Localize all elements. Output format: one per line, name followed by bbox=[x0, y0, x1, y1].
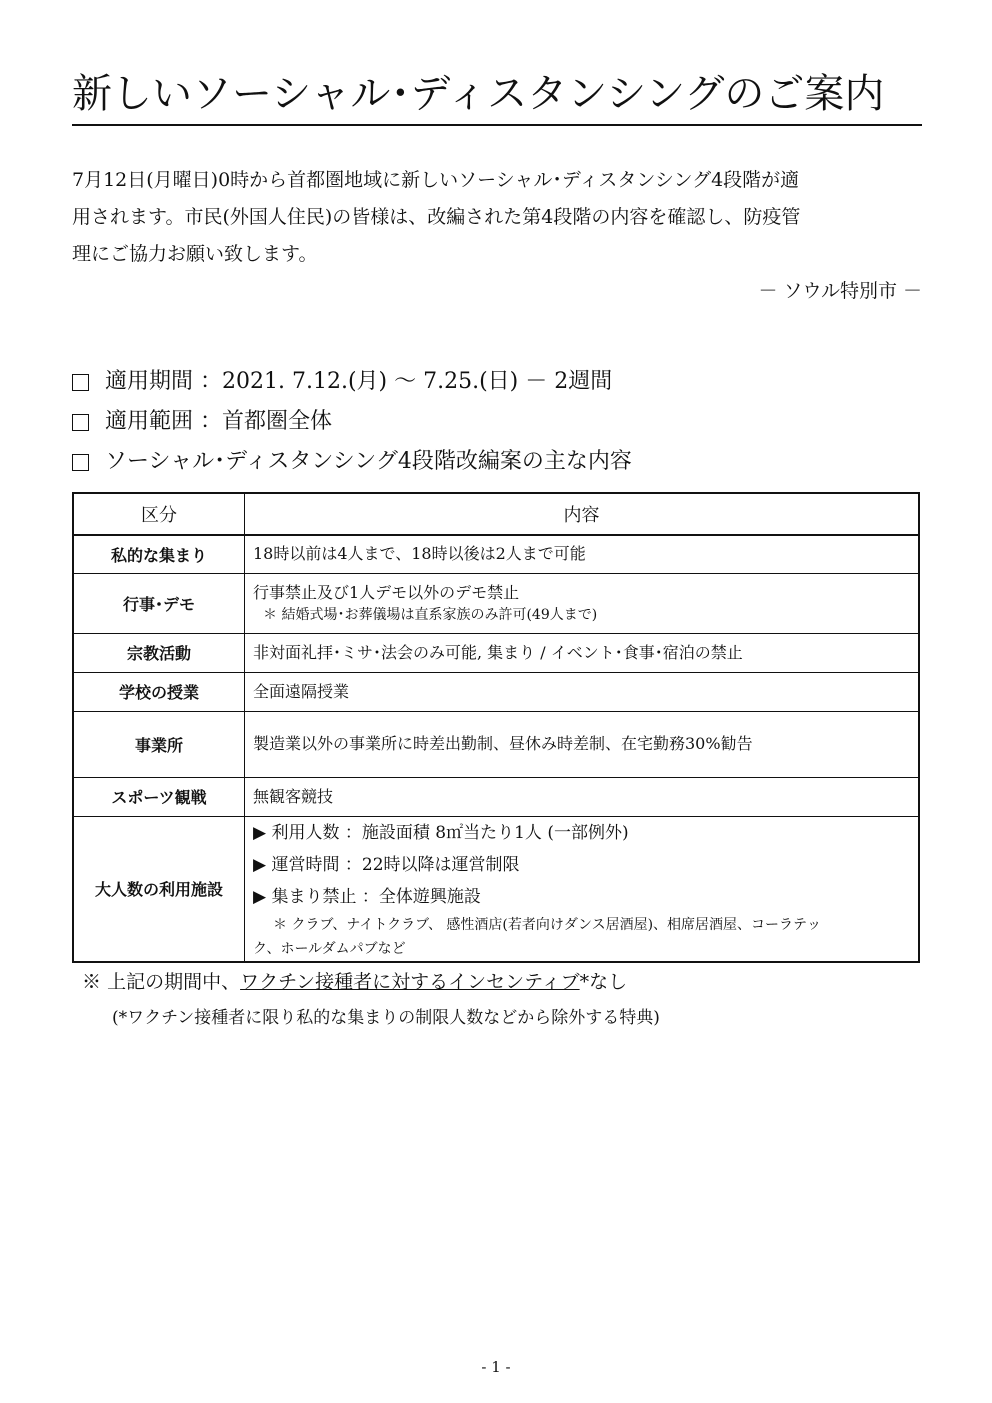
table-header-row bbox=[73, 493, 919, 535]
footer-underlined: ワクチン接種者に対するインセンティブ bbox=[240, 971, 580, 993]
item-scope bbox=[72, 406, 332, 438]
item-contents-text: ソーシャル･ディスタンシング4段階改編案の主な内容 bbox=[105, 449, 632, 474]
facility-note-line-1: ＊ クラブ、ナイトクラブ、 感性酒店(若者向けダンス居酒屋)、相席居酒屋、コーラテッ bbox=[273, 916, 822, 933]
row-note: ＊ 結婚式場･お葬儀場は直系家族のみ許可(49人まで) bbox=[263, 607, 598, 623]
intro-paragraph bbox=[72, 162, 922, 273]
bullet-hours: ▶ 運営時間 ：22時以降は運営制限 bbox=[253, 854, 520, 875]
row-category: 事業所 bbox=[73, 711, 245, 777]
signature: － ソウル特別市 － bbox=[758, 280, 922, 302]
facility-note-line-2: ク、ホールダムパブなど bbox=[253, 940, 406, 957]
reference-mark: ※ bbox=[82, 971, 102, 993]
table-row bbox=[73, 573, 919, 633]
table-row bbox=[73, 777, 919, 816]
table-row bbox=[73, 711, 919, 777]
header-content: 内容 bbox=[245, 493, 920, 535]
row-content: 製造業以外の事業所に時差出勤制、昼休み時差制、在宅勤務30%勧告 bbox=[245, 711, 920, 777]
footer-prefix: 上記の期間中、 bbox=[107, 971, 241, 993]
row-category: スポーツ観戦 bbox=[73, 777, 245, 816]
bullet-capacity: ▶ 利用人数 ：施設面積 8㎡当たり1人 (一部例外) bbox=[253, 822, 629, 843]
checkbox-square-icon bbox=[72, 454, 89, 471]
row-content: 非対面礼拝･ミサ･法会のみ可能, 集まり / イベント･食事･宿泊の禁止 bbox=[245, 633, 920, 672]
intro-line-1: 7月12日(月曜日)0時から首都圏地域に新しいソーシャル･ディスタンシング4段階が適 bbox=[72, 169, 800, 191]
bullet-gathering: ▶ 集まり禁止 ：全体遊興施設 bbox=[253, 886, 481, 907]
row-content-cell bbox=[245, 816, 920, 962]
row-category: 学校の授業 bbox=[73, 672, 245, 711]
page-title: 新しいソーシャル･ディスタンシングのご案内 bbox=[72, 66, 922, 126]
item-period-text: 適用期間 ：2021. 7.12.(月) ～ 7.25.(日) － 2週間 bbox=[105, 369, 613, 394]
intro-line-3: 理にご協力お願い致します。 bbox=[72, 243, 318, 265]
table-row bbox=[73, 672, 919, 711]
page-number: - 1 - bbox=[481, 1358, 511, 1376]
row-content: 18時以前は4人まで、18時以後は2人まで可能 bbox=[245, 535, 920, 573]
footer-note: (*ワクチン接種者に限り私的な集まりの制限人数などから除外する特典) bbox=[112, 1008, 660, 1028]
item-period bbox=[72, 366, 612, 398]
item-contents bbox=[72, 446, 632, 478]
row-category: 行事･デモ bbox=[73, 573, 245, 633]
row-content: 行事禁止及び1人デモ以外のデモ禁止 bbox=[253, 583, 520, 602]
table-row bbox=[73, 535, 919, 573]
row-category: 宗教活動 bbox=[73, 633, 245, 672]
row-content-cell bbox=[245, 573, 920, 633]
checkbox-square-icon bbox=[72, 374, 89, 391]
footer-suffix: *なし bbox=[579, 971, 628, 993]
row-content: 全面遠隔授業 bbox=[245, 672, 920, 711]
item-scope-text: 適用範囲 ：首都圏全体 bbox=[105, 409, 332, 434]
row-category: 大人数の利用施設 bbox=[73, 816, 245, 962]
intro-line-2: 用されます。市民(外国人住民)の皆様は、改編された第4段階の内容を確認し、防疫管 bbox=[72, 206, 801, 228]
row-category: 私的な集まり bbox=[73, 535, 245, 573]
table-row bbox=[73, 633, 919, 672]
header-category: 区分 bbox=[73, 493, 245, 535]
row-content: 無観客競技 bbox=[245, 777, 920, 816]
measures-table bbox=[72, 492, 920, 963]
table-row bbox=[73, 816, 919, 962]
checkbox-square-icon bbox=[72, 414, 89, 431]
footer-notice bbox=[82, 966, 627, 998]
